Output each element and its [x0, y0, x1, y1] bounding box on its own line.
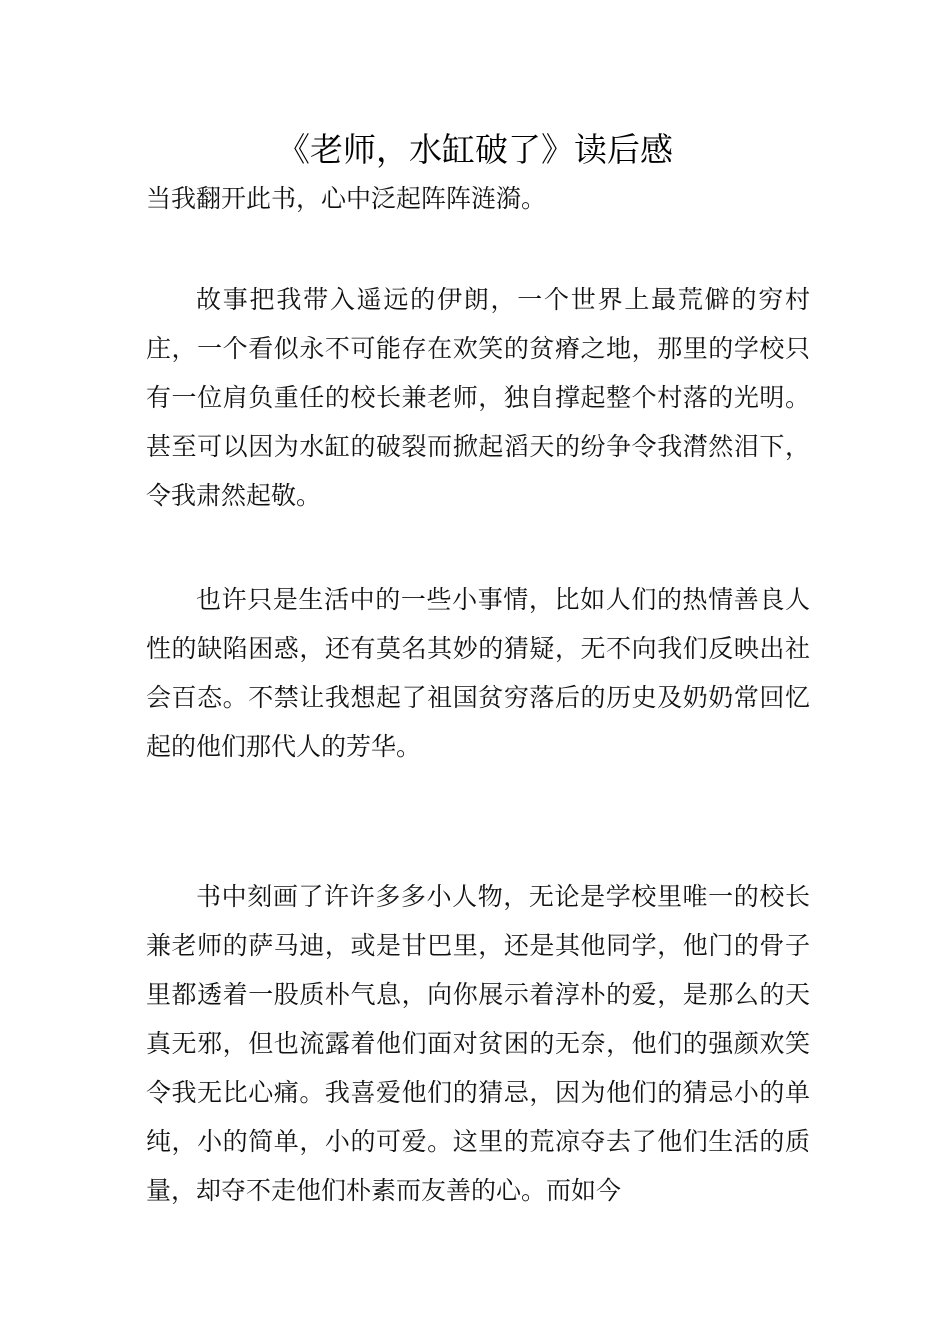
- paragraph-3: 书中刻画了许许多多小人物，无论是学校里唯一的校长兼老师的萨马迪，或是甘巴里，还是其他同学，他门的骨子里都透着一股质朴气息，向你展示着淳朴的爱，是那么的天真无邪，但也流露着他们面对贫困的无奈，他们的强颜欢笑令我无比心痛。我喜爱他们的猜忌，因为他们的猜忌小的单纯，小的简单，小的可爱。这里的荒凉夺去了他们生活的质量，却夺不走他们朴素而友善的心。而如今: [146, 882, 810, 1205]
- document-title: 《老师，水缸破了》读后感: [277, 130, 673, 169]
- paragraph-2: 也许只是生活中的一些小事情，比如人们的热情善良人性的缺陷困惑，还有莫名其妙的猜疑，无不向我们反映出社会百态。不禁让我想起了祖国贫穷落后的历史及奶奶常回忆起的他们那代人的芳华。: [146, 585, 810, 761]
- paragraph-1: 故事把我带入遥远的伊朗，一个世界上最荒僻的穷村庄，一个看似永不可能存在欢笑的贫瘠之地，那里的学校只有一位肩负重任的校长兼老师，独自撑起整个村落的光明。甚至可以因为水缸的破裂而掀起滔天的纷争令我潸然泪下，令我肃然起敬。: [146, 285, 810, 510]
- intro-line: 当我翻开此书，心中泛起阵阵涟漪。: [146, 184, 547, 213]
